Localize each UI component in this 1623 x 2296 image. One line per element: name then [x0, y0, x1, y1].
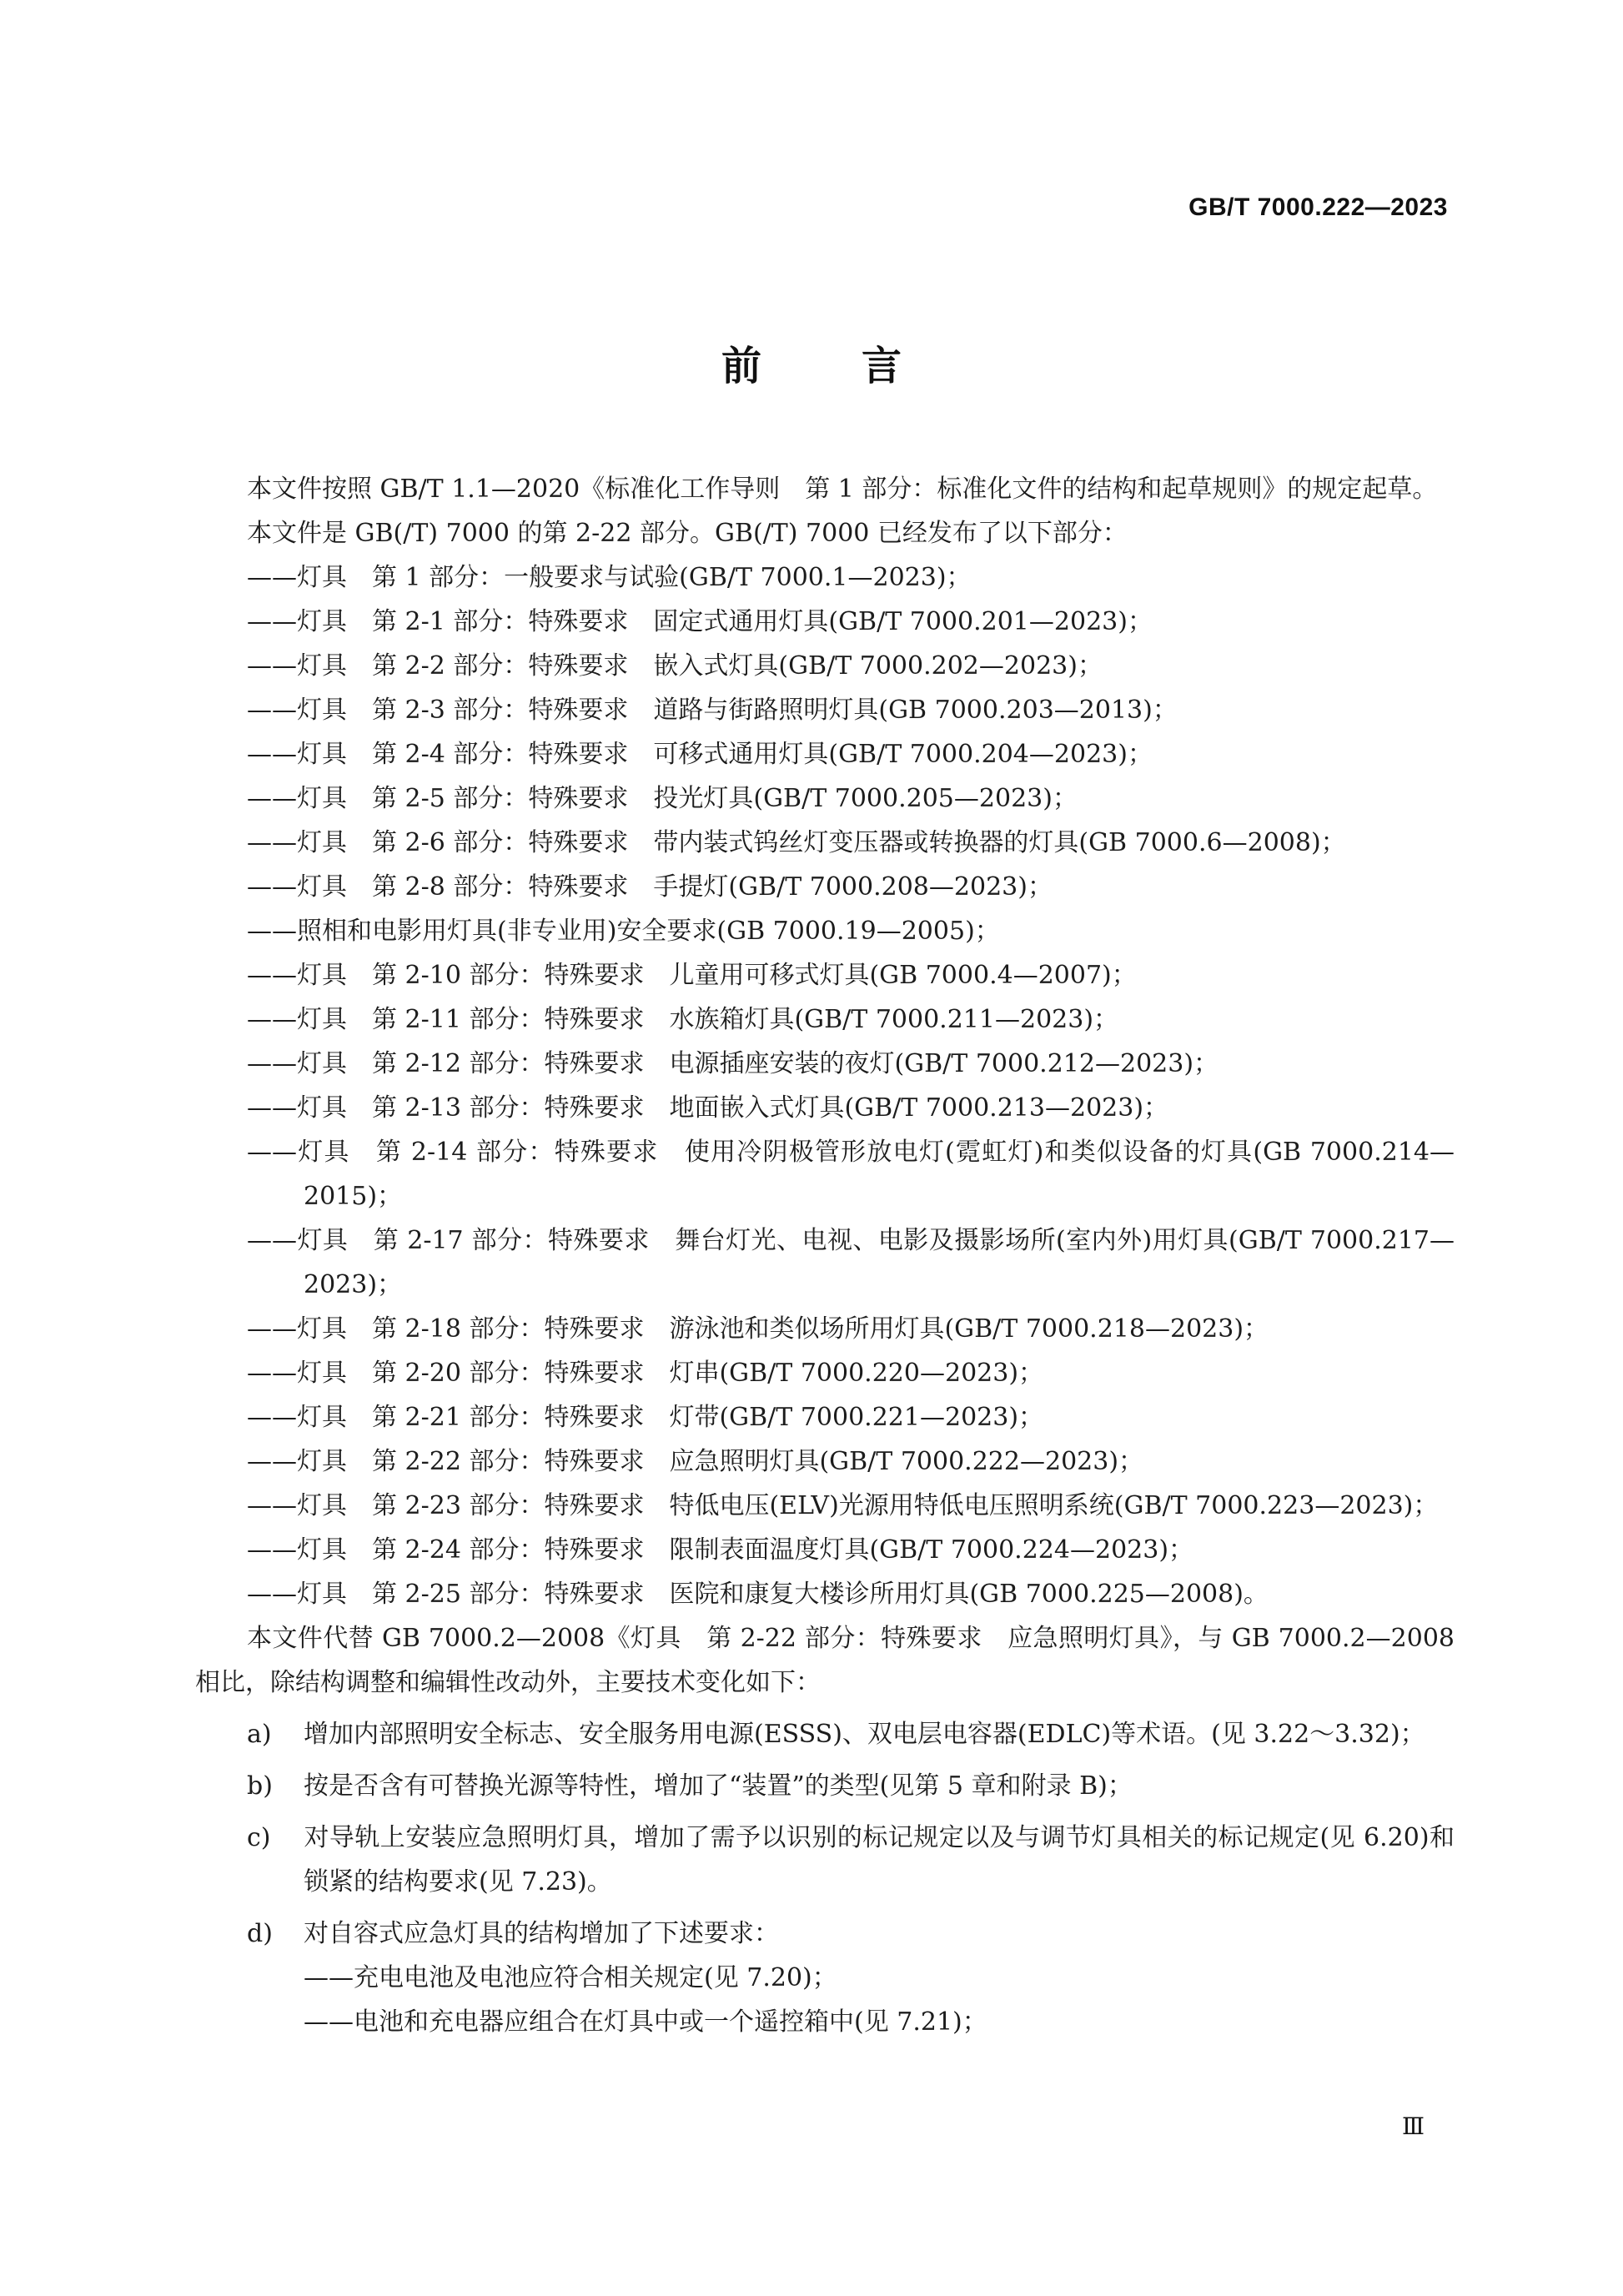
list-item: ——灯具 第 2-13 部分：特殊要求 地面嵌入式灯具(GB/T 7000.213—2023)； — [247, 1093, 1169, 1123]
change-label: b) — [247, 1771, 273, 1801]
document-number: GB/T 7000.222—2023 — [1188, 193, 1448, 221]
foreword-body — [195, 467, 1455, 2044]
sub-list-item: ——充电电池及电池应符合相关规定(见 7.20)； — [304, 1963, 837, 1992]
list-item: ——灯具 第 2-18 部分：特殊要求 游泳池和类似场所用灯具(GB/T 7000.218—2023)； — [247, 1314, 1269, 1344]
parts-list — [195, 555, 1455, 1616]
intro-paragraph-1: 本文件按照 GB/T 1.1—2020《标准化工作导则 第 1 部分：标准化文件的结构和起草规则》的规定起草。 — [247, 475, 1438, 504]
change-text: 增加内部照明安全标志、安全服务用电源(ESSS)、双电层电容器(EDLC)等术语。(见 3.22～3.32)； — [304, 1720, 1425, 1749]
list-item: ——灯具 第 2-2 部分：特殊要求 嵌入式灯具(GB/T 7000.202—2023)； — [247, 651, 1103, 681]
change-label: a) — [247, 1720, 272, 1749]
change-text: 按是否含有可替换光源等特性，增加了“装置”的类型(见第 5 章和附录 B)； — [304, 1771, 1133, 1801]
list-item: ——照相和电影用灯具(非专业用)安全要求(GB 7000.19—2005)； — [247, 917, 1000, 946]
list-item: ——灯具 第 2-12 部分：特殊要求 电源插座安装的夜灯(GB/T 7000.212—2023)； — [247, 1049, 1219, 1078]
change-item-d — [247, 1912, 1455, 1956]
list-item: ——灯具 第 2-1 部分：特殊要求 固定式通用灯具(GB/T 7000.201—2023)； — [247, 607, 1153, 636]
change-text: 对自容式应急灯具的结构增加了下述要求： — [304, 1919, 779, 1948]
list-item: ——灯具 第 2-17 部分：特殊要求 舞台灯光、电视、电影及摄影场所(室内外)用灯具(GB/T 7000.217—2023)； — [247, 1226, 1455, 1299]
list-item: ——灯具 第 2-24 部分：特殊要求 限制表面温度灯具(GB/T 7000.224—2023)； — [247, 1535, 1194, 1565]
intro-paragraph-2: 本文件是 GB(/T) 7000 的第 2-22 部分。GB(/T) 7000 已经发布了以下部分： — [247, 519, 1128, 548]
list-item: ——灯具 第 2-21 部分：特殊要求 灯带(GB/T 7000.221—2023)； — [247, 1403, 1044, 1432]
list-item: ——灯具 第 2-11 部分：特殊要求 水族箱灯具(GB/T 7000.211—2023)； — [247, 1005, 1119, 1034]
list-item: ——灯具 第 2-20 部分：特殊要求 灯串(GB/T 7000.220—2023)； — [247, 1359, 1044, 1388]
change-item-a — [247, 1712, 1455, 1756]
list-item: ——灯具 第 2-3 部分：特殊要求 道路与街路照明灯具(GB 7000.203—2013)； — [247, 696, 1178, 725]
list-item: ——灯具 第 2-5 部分：特殊要求 投光灯具(GB/T 7000.205—2023)； — [247, 784, 1078, 813]
list-item: ——灯具 第 2-23 部分：特殊要求 特低电压(ELV)光源用特低电压照明系统(GB/T 7000.223—2023)； — [247, 1491, 1439, 1520]
list-item: ——灯具 第 2-22 部分：特殊要求 应急照明灯具(GB/T 7000.222—2023)； — [247, 1447, 1144, 1476]
list-item: ——灯具 第 1 部分：一般要求与试验(GB/T 7000.1—2023)； — [247, 563, 972, 592]
list-item: ——灯具 第 2-8 部分：特殊要求 手提灯(GB/T 7000.208—2023)； — [247, 872, 1053, 902]
change-text: 对导轨上安装应急照明灯具，增加了需予以识别的标记规定以及与调节灯具相关的标记规定(见 6.20)和锁紧的结构要求(见 7.23)。 — [304, 1823, 1455, 1897]
page-title — [0, 334, 1623, 391]
title-char-1: 前 — [721, 343, 761, 389]
list-item: ——灯具 第 2-25 部分：特殊要求 医院和康复大楼诊所用灯具(GB 7000.225—2008)。 — [247, 1580, 1269, 1609]
list-item: ——灯具 第 2-14 部分：特殊要求 使用冷阴极管形放电灯(霓虹灯)和类似设备的灯具(GB 7000.214—2015)； — [247, 1138, 1455, 1211]
changes-list — [195, 1712, 1455, 2044]
change-item-c — [247, 1816, 1455, 1904]
title-char-2: 言 — [862, 343, 902, 389]
sub-list-item: ——电池和充电器应组合在灯具中或一个遥控箱中(见 7.21)； — [304, 2007, 987, 2037]
change-label: c) — [247, 1823, 271, 1852]
list-item: ——灯具 第 2-4 部分：特殊要求 可移式通用灯具(GB/T 7000.204—2023)； — [247, 740, 1153, 769]
list-item: ——灯具 第 2-6 部分：特殊要求 带内装式钨丝灯变压器或转换器的灯具(GB 7000.6—2008)； — [247, 828, 1346, 857]
change-item-b — [247, 1764, 1455, 1808]
list-item: ——灯具 第 2-10 部分：特殊要求 儿童用可移式灯具(GB 7000.4—2007)； — [247, 961, 1137, 990]
page-number: Ⅲ — [1401, 2113, 1425, 2140]
change-label: d) — [247, 1919, 273, 1948]
replacement-paragraph: 本文件代替 GB 7000.2—2008《灯具 第 2-22 部分：特殊要求 应急照明灯具》，与 GB 7000.2—2008 相比，除结构调整和编辑性改动外，主要技术变化如下： — [195, 1624, 1455, 1697]
